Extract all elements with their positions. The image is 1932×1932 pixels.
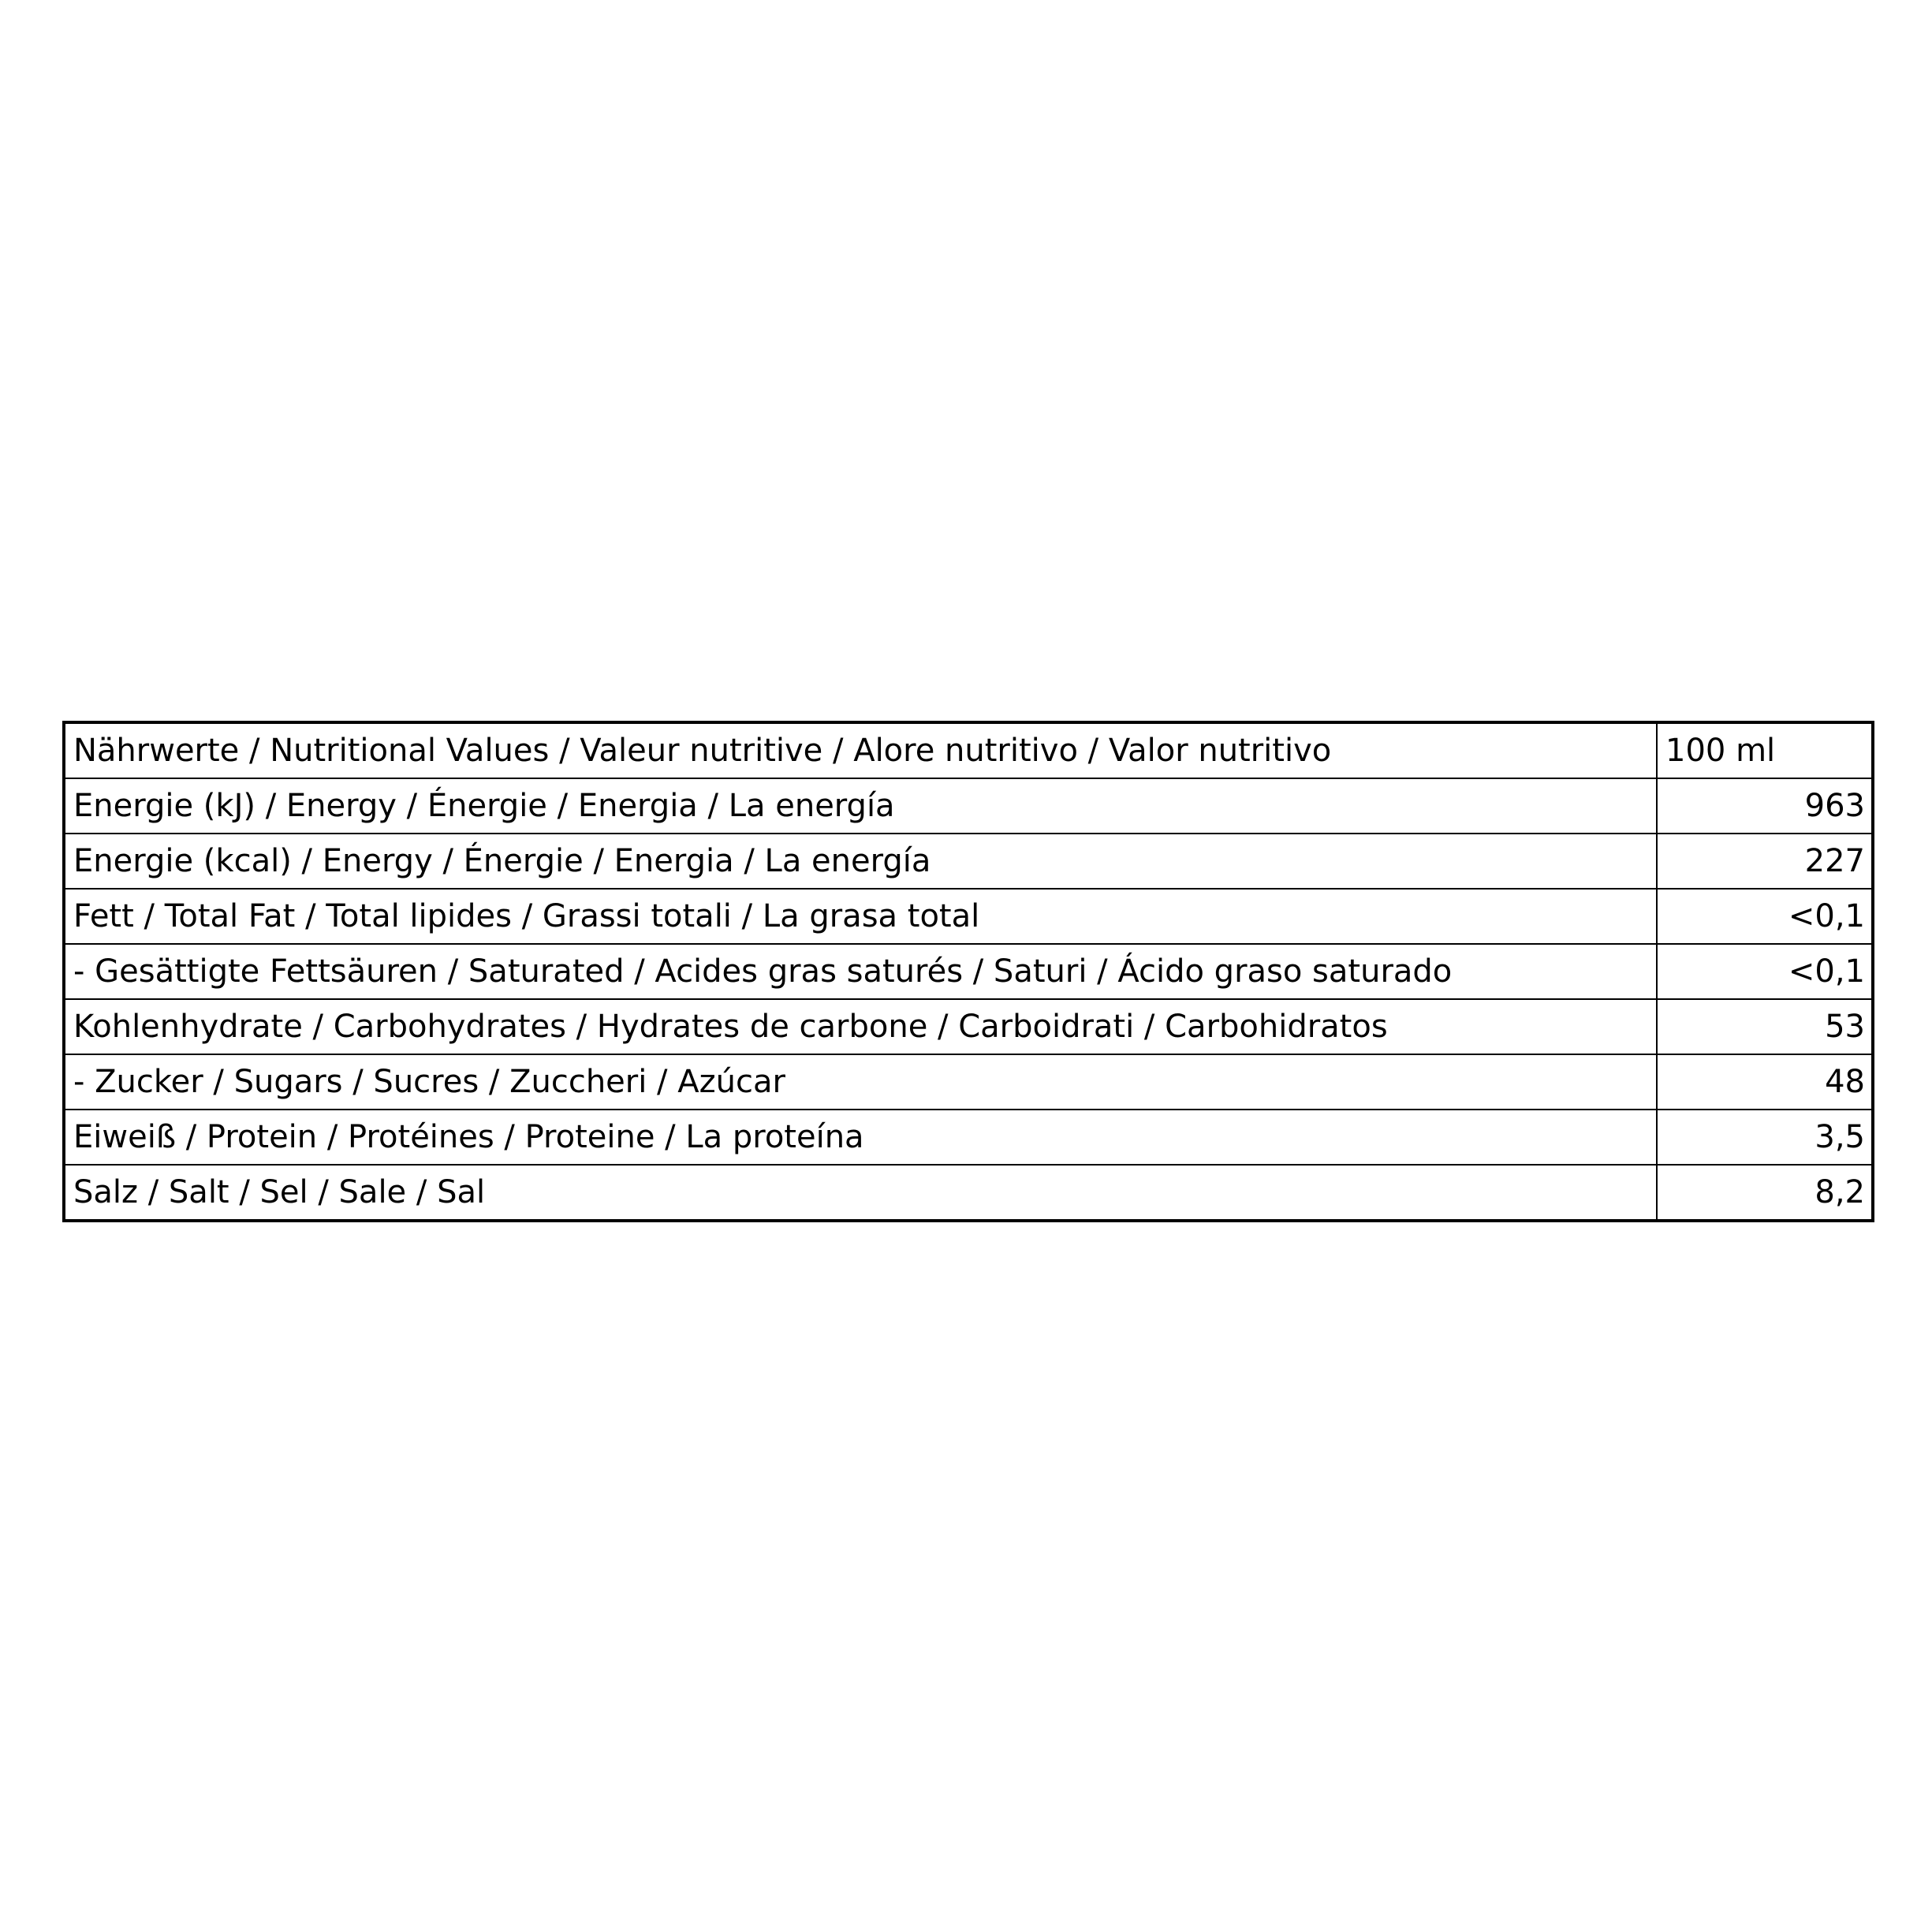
table-row	[64, 999, 1873, 1054]
nutrition-table	[62, 721, 1874, 1222]
row-value-salt: 8,2	[1657, 1165, 1873, 1221]
header-label-cell: Nährwerte / Nutritional Values / Valeur nutritive / Alore nutritivo / Valor nutritivo	[64, 722, 1657, 778]
table-row	[64, 1054, 1873, 1110]
table-row	[64, 1110, 1873, 1165]
row-label-sugars: - Zucker / Sugars / Sucres / Zuccheri / Azúcar	[64, 1054, 1657, 1110]
table-header-row	[64, 722, 1873, 778]
row-value-energy-kj: 963	[1657, 778, 1873, 834]
table-row	[64, 944, 1873, 999]
row-label-saturated: - Gesättigte Fettsäuren / Saturated / Acides gras saturés / Saturi / Ácido graso saturado	[64, 944, 1657, 999]
table-row	[64, 889, 1873, 944]
table-row	[64, 778, 1873, 834]
row-label-energy-kj: Energie (kJ) / Energy / Énergie / Energia / La energía	[64, 778, 1657, 834]
row-label-carbohydrates: Kohlenhydrate / Carbohydrates / Hydrates de carbone / Carboidrati / Carbohidratos	[64, 999, 1657, 1054]
row-value-saturated: <0,1	[1657, 944, 1873, 999]
row-value-protein: 3,5	[1657, 1110, 1873, 1165]
row-value-fat: <0,1	[1657, 889, 1873, 944]
table-row	[64, 1165, 1873, 1221]
row-value-sugars: 48	[1657, 1054, 1873, 1110]
row-label-salt: Salz / Salt / Sel / Sale / Sal	[64, 1165, 1657, 1221]
row-value-carbohydrates: 53	[1657, 999, 1873, 1054]
row-label-fat: Fett / Total Fat / Total lipides / Grassi totali / La grasa total	[64, 889, 1657, 944]
row-label-protein: Eiweiß / Protein / Protéines / Proteine / La proteína	[64, 1110, 1657, 1165]
table-row	[64, 834, 1873, 889]
row-label-energy-kcal: Energie (kcal) / Energy / Énergie / Energia / La energía	[64, 834, 1657, 889]
row-value-energy-kcal: 227	[1657, 834, 1873, 889]
nutrition-table-container	[62, 721, 1871, 1218]
header-value-cell: 100 ml	[1657, 722, 1873, 778]
